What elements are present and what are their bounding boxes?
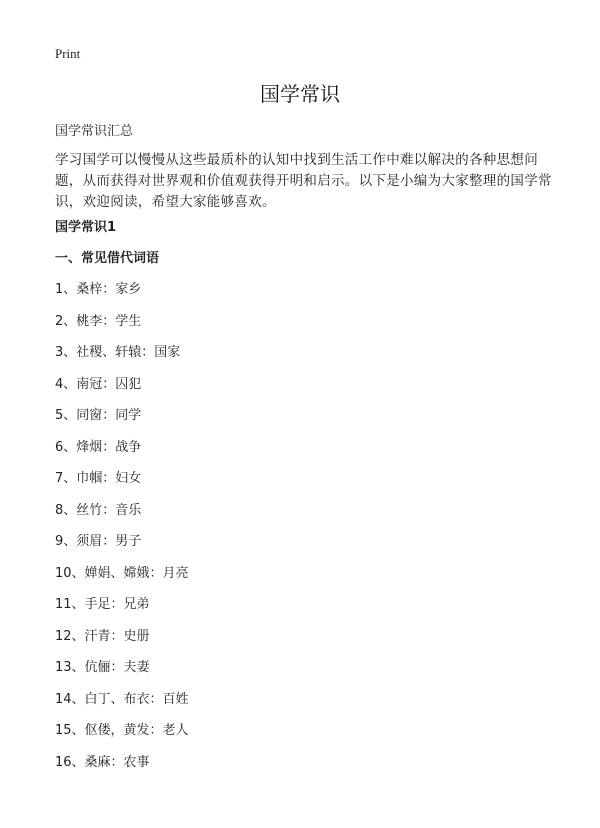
- list-item: 14、白丁、布衣：百姓: [55, 691, 189, 707]
- list-item: 13、伉俪：夫妻: [55, 660, 150, 675]
- page-title: 国学常识: [260, 82, 340, 106]
- list-item: 5、同窗：同学: [55, 408, 142, 423]
- list-item: 3、社稷、轩辕：国家: [55, 345, 181, 360]
- list-item: 9、须眉：男子: [55, 534, 142, 549]
- section-heading: 国学常识1: [55, 220, 117, 235]
- list-item: 4、南冠：囚犯: [55, 376, 142, 392]
- list-item: 15、伛偻，黄发：老人: [55, 723, 189, 738]
- list-item: 16、桑麻：农事: [55, 754, 150, 770]
- list-item: 6、烽烟：战争: [55, 439, 142, 455]
- list-item: 11、手足：兄弟: [55, 597, 150, 612]
- list-item: 10、婵娟、嫦娥：月亮: [55, 565, 189, 581]
- list-item: 8、丝竹：音乐: [55, 502, 142, 518]
- list-item: 2、桃李：学生: [55, 313, 142, 329]
- subtitle: 国学常识汇总: [55, 124, 134, 139]
- list-item: 1、桑梓：家乡: [55, 282, 142, 297]
- intro-paragraph: 学习国学可以慢慢从这些最质朴的认知中找到生活工作中难以解决的各种思想问题，从而获得对世界观和价值观获得开明和启示。以下是小编为大家整理的国学常识，欢迎阅读，希望大家能够喜欢。: [55, 152, 552, 210]
- print-link[interactable]: Print: [55, 46, 81, 61]
- list-item: 7、巾帼：妇女: [55, 471, 142, 486]
- sub-heading: 一、常见借代词语: [55, 251, 160, 266]
- term-list: [55, 281, 189, 785]
- list-item: 12、汗青：史册: [55, 628, 150, 644]
